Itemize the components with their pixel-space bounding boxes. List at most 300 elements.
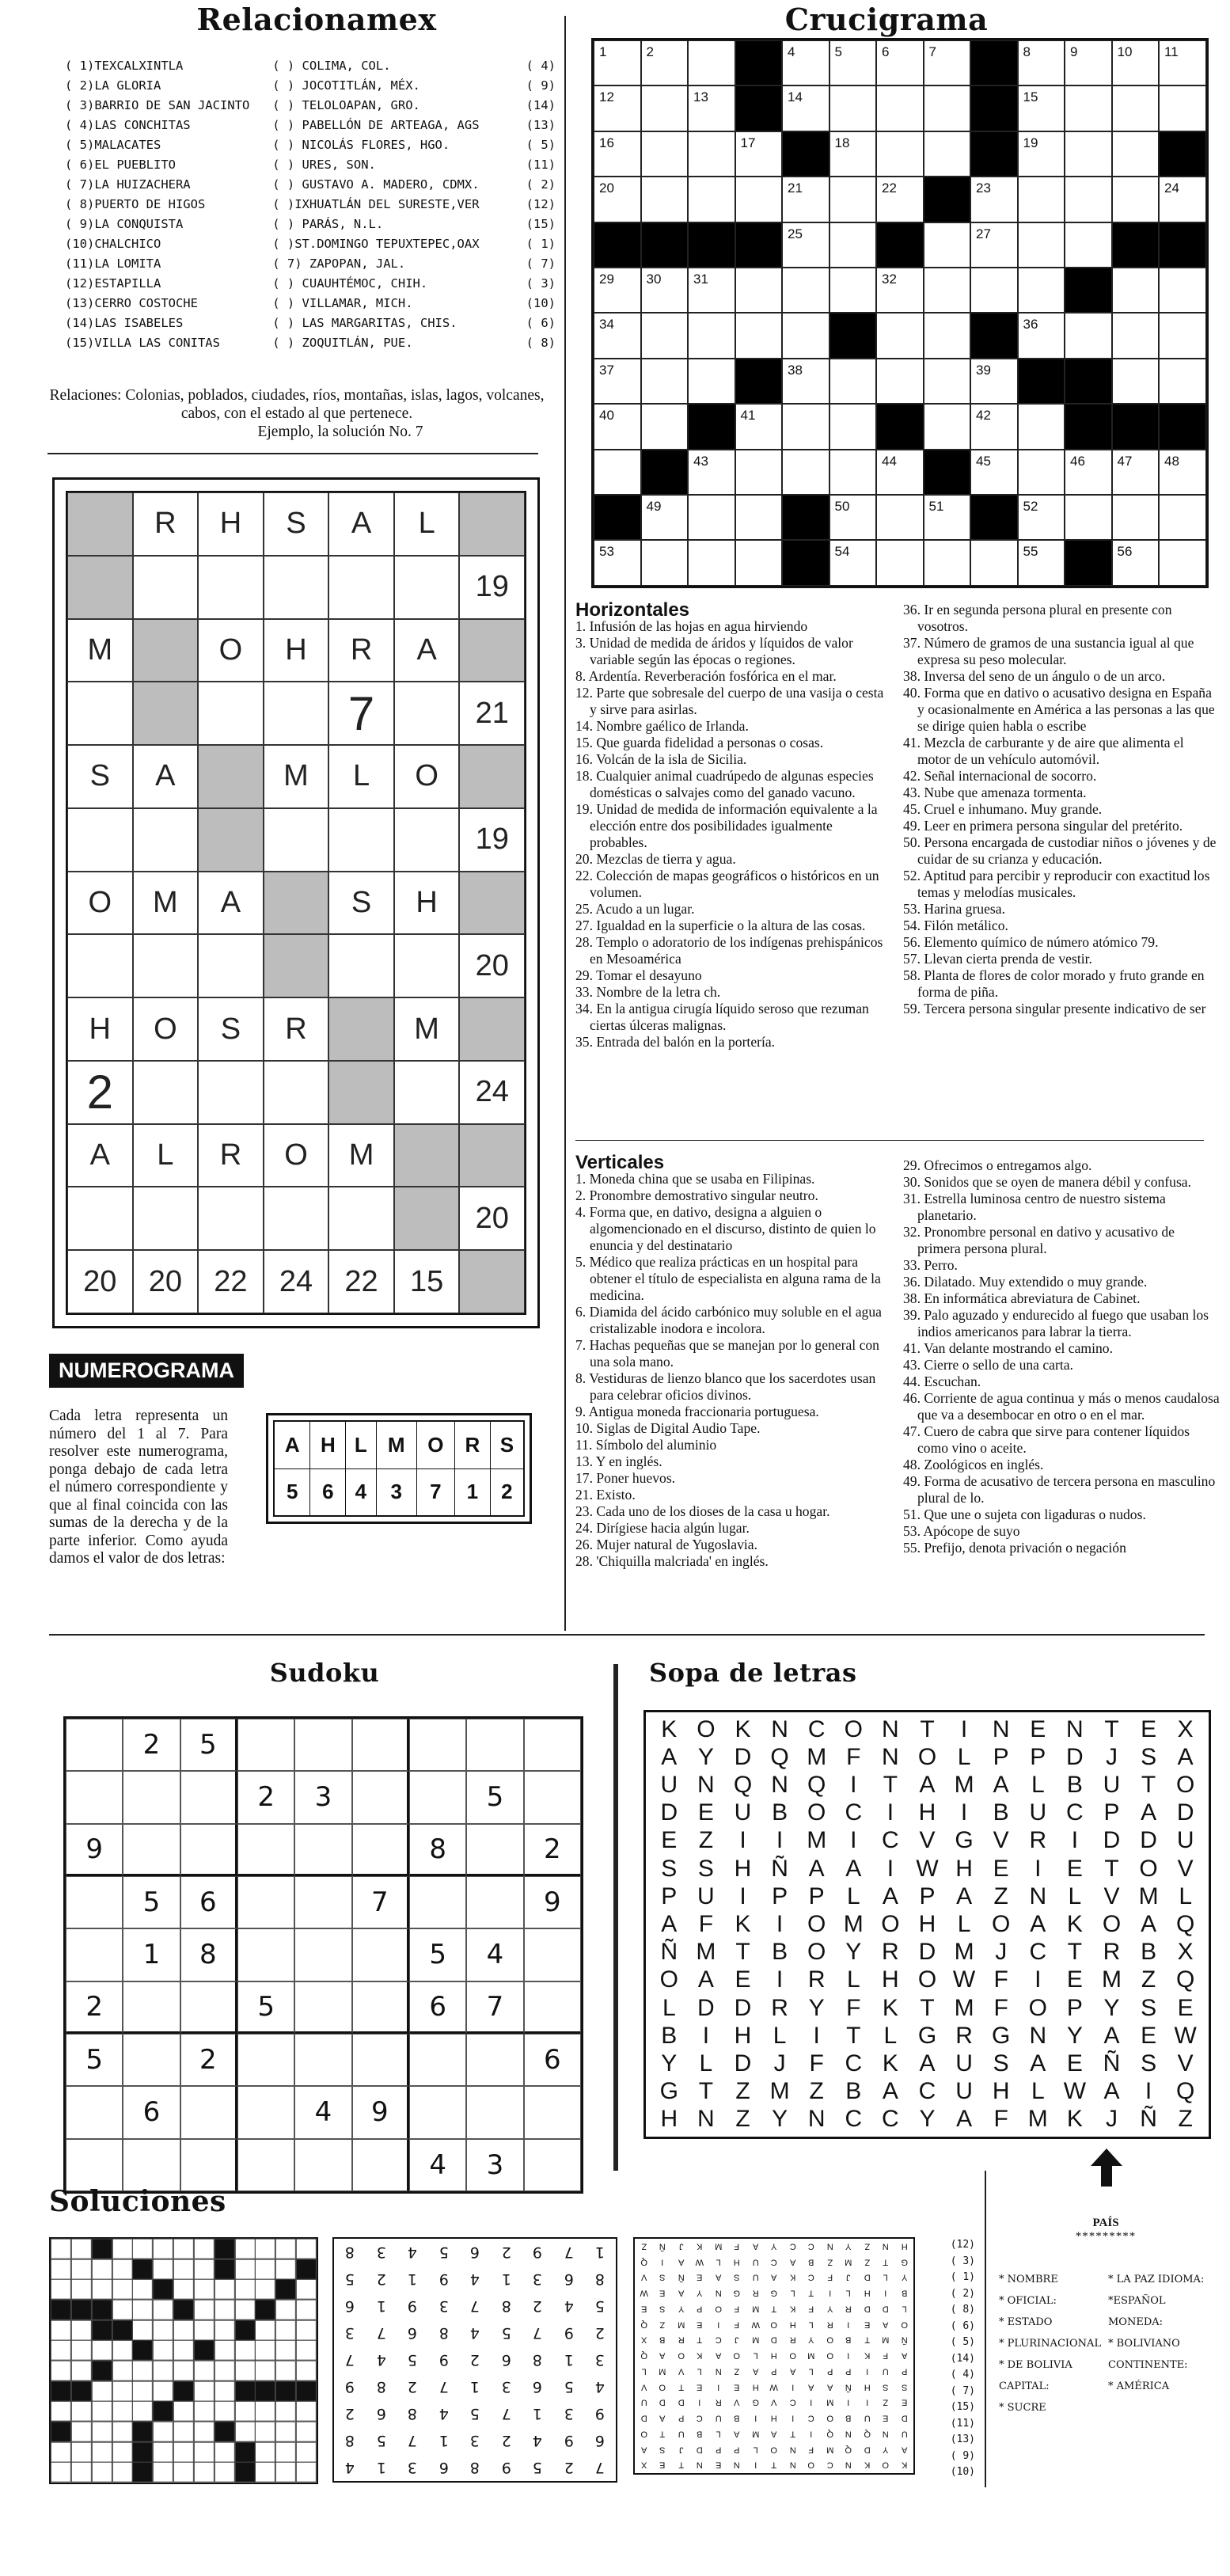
solution-crossword-cell — [173, 2442, 194, 2463]
clue: 29. Tomar el desayuno — [575, 967, 702, 983]
crossword-cell — [1112, 450, 1160, 495]
solution-sudoku-cell: 4 — [344, 2459, 355, 2476]
key-value: 2 — [490, 1468, 524, 1516]
solution-word-search-letter: E — [883, 2413, 889, 2423]
crossword-cell — [876, 222, 924, 268]
solution-word-search-letter: S — [734, 2273, 740, 2283]
solution-sudoku-cell: 1 — [533, 2405, 543, 2422]
sudoku-cell: 5 — [180, 1719, 237, 1771]
solution-crossword-cell — [214, 2422, 235, 2442]
solution-crossword-cell — [132, 2462, 153, 2483]
crossword-cell — [594, 177, 641, 222]
numerograma-cell: S — [198, 997, 264, 1061]
crossword-cell — [876, 40, 924, 85]
cell-number: 39 — [976, 362, 991, 378]
cell-number: 32 — [882, 271, 897, 287]
clue: 5. Médico que realiza prácticas en un hospital para obtener el título de especialista en alguna rama de la medicina. — [575, 1254, 881, 1303]
word-search-letter: J — [995, 1939, 1008, 1966]
crossword-cell — [1018, 177, 1065, 222]
verticales-col-1 — [575, 1154, 892, 1570]
solution-sudoku-cell: 5 — [501, 2324, 511, 2342]
word-search-letter: D — [1176, 1799, 1194, 1826]
solution-word-search-letter: F — [734, 2304, 740, 2314]
solution-word-search-letter: Q — [640, 2320, 648, 2330]
solution-word-search-letter: C — [789, 2398, 796, 2408]
cell-number: 9 — [1070, 44, 1078, 59]
numerograma-cell — [67, 808, 133, 872]
numerograma-cell: 22 — [328, 1250, 394, 1313]
word-search-letter: C — [1066, 1799, 1084, 1826]
solution-sudoku-cell: 9 — [533, 2244, 543, 2261]
word-search-letter: T — [920, 1715, 935, 1742]
sudoku-cell — [66, 1719, 123, 1771]
crossword-cell — [688, 268, 735, 313]
crossword-cell — [688, 540, 735, 585]
solution-crossword-cell — [255, 2462, 275, 2483]
cell-number: 55 — [1023, 544, 1038, 560]
solution-word-search-letter: X — [641, 2335, 647, 2346]
solution-word-search-letter: T — [678, 2460, 685, 2471]
crossword-cell — [735, 268, 783, 313]
solution-crossword-cell — [51, 2340, 71, 2361]
solution-crossword-cell — [255, 2422, 275, 2442]
crossword-cell — [1112, 85, 1160, 131]
solution-word-search-letter: W — [640, 2289, 648, 2299]
solution-crossword-cell — [255, 2401, 275, 2422]
crossword-cell — [1065, 540, 1112, 585]
crossword-cell — [924, 495, 971, 540]
sudoku-cell: 5 — [237, 1981, 294, 2034]
solution-crossword-cell — [194, 2239, 214, 2259]
solution-crossword-cell — [296, 2259, 317, 2280]
word-search-letter: R — [1029, 1827, 1047, 1854]
sudoku-cell — [352, 2139, 409, 2191]
crossword-cell — [970, 404, 1018, 449]
solution-sudoku-cell: 1 — [376, 2297, 386, 2315]
numerograma-cell: 2 — [67, 1061, 133, 1124]
solution-word-search-letter: O — [640, 2429, 648, 2439]
crossword-cell — [970, 359, 1018, 404]
numerograma-cell — [198, 745, 264, 808]
word-search-letter: I — [1034, 1966, 1042, 1993]
cell-number: 36 — [1023, 317, 1038, 332]
numerograma-cell — [394, 1061, 460, 1124]
word-search-letter: O — [807, 1799, 826, 1826]
pais-right-line: * LA PAZ IDIOMA: — [1108, 2274, 1205, 2285]
solution-crossword-cell — [71, 2401, 92, 2422]
cell-number: 4 — [788, 44, 795, 59]
solution-crossword-cell — [112, 2300, 133, 2320]
word-search-letter: D — [918, 1939, 936, 1966]
crossword-cell — [1018, 404, 1065, 449]
word-search-letter: G — [992, 2022, 1011, 2049]
relacion-number: (10) — [526, 295, 556, 310]
solution-word-search-letter: I — [810, 2398, 813, 2408]
sudoku-cell — [237, 1876, 294, 1928]
horizontales-col-1 — [575, 599, 892, 1051]
solution-word-search-letter: U — [715, 2413, 722, 2423]
numerograma-cell: O — [133, 997, 199, 1061]
clue: 20. Mezclas de tierra y agua. — [575, 851, 736, 867]
solution-sudoku-cell: 3 — [407, 2459, 417, 2476]
solution-word-search-letter: Ñ — [659, 2241, 666, 2251]
crossword-cell — [924, 222, 971, 268]
solution-word-search-letter: C — [789, 2241, 796, 2251]
solution-word-search-letter: T — [771, 2304, 777, 2314]
solution-sudoku-cell: 1 — [469, 2378, 480, 2396]
sudoku-cell: 6 — [123, 2086, 180, 2138]
solution-word-search-letter: F — [808, 2304, 814, 2314]
word-search-letter: A — [1141, 1799, 1157, 1826]
solution-crossword-cell — [275, 2340, 296, 2361]
crossword-cell — [1112, 177, 1160, 222]
crossword-cell — [1112, 359, 1160, 404]
solution-crossword-cell — [255, 2442, 275, 2463]
solution-crossword-cell — [275, 2381, 296, 2402]
solution-crossword-cell — [51, 2259, 71, 2280]
solution-sudoku-cell: 7 — [501, 2405, 511, 2422]
word-search-letter: U — [734, 1799, 752, 1826]
numerograma-cell — [394, 682, 460, 745]
crossword-cell — [829, 495, 877, 540]
solution-crossword-cell — [173, 2340, 194, 2361]
solution-sudoku-cell: 2 — [376, 2270, 386, 2288]
word-search-letter: P — [1103, 1799, 1120, 1826]
sudoku-cell — [352, 2034, 409, 2086]
numerograma-cell — [133, 556, 199, 619]
numerograma-cell — [264, 808, 329, 872]
numerograma-cell — [459, 872, 525, 935]
solution-word-search-letter: A — [752, 2366, 759, 2377]
solution-word-search-letter: K — [789, 2304, 796, 2314]
solution-crossword-cell — [296, 2422, 317, 2442]
solution-sudoku-cell: 2 — [407, 2378, 417, 2396]
numerograma-cell: O — [394, 745, 460, 808]
verticales-col-2 — [903, 1157, 1220, 1556]
solution-word-search-letter: Ñ — [678, 2273, 685, 2283]
solution-crossword-cell — [132, 2259, 153, 2280]
relacion-row — [65, 154, 556, 174]
crossword-cell — [782, 540, 829, 585]
solution-word-search-letter: V — [678, 2366, 685, 2377]
crossword-cell — [1159, 131, 1206, 177]
clue: 45. Cruel e inhumano. Muy grande. — [903, 801, 1103, 817]
solution-crossword-cell — [296, 2239, 317, 2259]
solution-word-search-letter: O — [659, 2382, 666, 2392]
solution-crossword-cell — [51, 2361, 71, 2381]
numerograma-cell — [459, 1124, 525, 1187]
word-search-letter: H — [734, 2022, 752, 2049]
solution-word-search-letter: B — [845, 2335, 852, 2346]
crossword-cell — [1159, 450, 1206, 495]
key-letter: A — [274, 1421, 310, 1468]
sudoku-cell — [180, 2086, 237, 2138]
crossword-cell — [829, 540, 877, 585]
crossword-cell — [829, 40, 877, 85]
word-search-letter: S — [1141, 2050, 1157, 2076]
solution-crossword-cell — [112, 2340, 133, 2361]
solution-crossword-cell — [214, 2442, 235, 2463]
clue: 22. Colección de mapas geográficos o históricos en un volumen. — [575, 868, 879, 900]
sudoku-cell: 1 — [123, 1928, 180, 1981]
solution-crossword-cell — [71, 2300, 92, 2320]
clue: 55. Prefijo, denota privación o negación — [903, 1540, 1126, 1556]
crossword-cell — [970, 268, 1018, 313]
numerograma-cell — [264, 1187, 329, 1250]
solution-word-search-letter: Z — [864, 2241, 870, 2251]
solution-sudoku-cell: 7 — [595, 2459, 606, 2476]
divider — [49, 1634, 1205, 1636]
pais-left-line: * DE BOLIVIA — [999, 2359, 1072, 2371]
word-search-letter: M — [807, 1743, 827, 1770]
numerograma-cell: M — [328, 1124, 394, 1187]
solution-word-search-letter: U — [752, 2273, 759, 2283]
crossword-cell — [1018, 359, 1065, 404]
solution-word-search-letter: V — [771, 2398, 777, 2408]
solution-word-search-letter: M — [751, 2429, 760, 2439]
solution-word-search-letter: C — [826, 2460, 833, 2471]
solution-crossword-cell — [92, 2361, 112, 2381]
sudoku-cell — [352, 1928, 409, 1981]
solution-word-search-letter: B — [659, 2335, 666, 2346]
numerograma-cell — [459, 997, 525, 1061]
solution-word-search-letter: T — [808, 2289, 814, 2299]
solution-word-search-letter: Q — [845, 2445, 852, 2455]
numerograma-cell — [133, 1187, 199, 1250]
solution-sudoku-cell: 7 — [407, 2432, 417, 2449]
solution-word-search-letter: H — [771, 2413, 777, 2423]
cell-number: 29 — [599, 271, 614, 287]
numerograma-cell: L — [394, 492, 460, 556]
key-value: 4 — [346, 1468, 376, 1516]
clue: 50. Persona encargada de custodiar niños o jóvenes y de cuidar de su crianza y educación. — [903, 834, 1217, 867]
relacion-place: ( 9)LA CONQUISTA — [65, 216, 184, 231]
crossword-cell — [876, 450, 924, 495]
numerograma-cell — [264, 934, 329, 997]
solution-crossword-cell — [194, 2340, 214, 2361]
word-search-letter: R — [771, 1994, 788, 2021]
clue: 2. Pronombre demostrativo singular neutro. — [575, 1187, 818, 1203]
solution-word-search-letter: U — [864, 2413, 871, 2423]
relacion-state: ( ) LAS MARGARITAS, CHIS. — [272, 315, 457, 330]
solution-word-search-letter: A — [678, 2257, 685, 2267]
word-search-letter: B — [772, 1939, 788, 1966]
solution-word-search-letter: K — [697, 2351, 703, 2361]
solution-word-search-letter: T — [883, 2257, 889, 2267]
solution-word-search — [633, 2237, 915, 2475]
word-search-letter: Y — [808, 1994, 825, 2021]
crossword-cell — [735, 495, 783, 540]
sudoku-cell: 5 — [66, 2034, 123, 2086]
word-search-letter: I — [850, 1771, 857, 1798]
crossword-cell — [782, 313, 829, 358]
clue: 23. Cada uno de los dioses de la casa u hogar. — [575, 1503, 830, 1519]
solution-word-search-letter: A — [901, 2445, 907, 2455]
solution-crossword-cell — [275, 2361, 296, 2381]
sudoku-cell: 5 — [466, 1771, 523, 1823]
solution-word-search-letter: Y — [697, 2289, 703, 2299]
word-search-letter: F — [846, 1994, 861, 2021]
sudoku-cell — [180, 1771, 237, 1823]
relacionamex-note-text: Relaciones: Colonias, poblados, ciudades, ríos, montañas, islas, lagos, volcanes, cabos, con el estado al que pertenece. — [49, 387, 545, 422]
solution-word-search-letter: I — [791, 2382, 794, 2392]
numerograma-cell: 20 — [67, 1250, 133, 1313]
solution-crossword-cell — [214, 2462, 235, 2483]
word-search-letter: N — [771, 1715, 788, 1742]
word-search-letter: S — [1141, 1994, 1157, 2021]
cell-number: 23 — [976, 180, 991, 196]
clue: 7. Hachas pequeñas que se manejan por lo general con una sola mano. — [575, 1337, 879, 1370]
divider — [47, 453, 538, 454]
numerograma-cell: 24 — [264, 1250, 329, 1313]
solution-crossword-cell — [194, 2401, 214, 2422]
relacion-state: ( ) CUAUHTÉMOC, CHIH. — [272, 275, 428, 291]
relacion-place: (12)ESTAPILLA — [65, 275, 161, 291]
key-letter: R — [454, 1421, 490, 1468]
clue: 37. Número de gramos de una sustancia igual al que expresa su peso molecular. — [903, 635, 1194, 667]
solution-sudoku-cell: 9 — [564, 2324, 574, 2342]
solution-word-search-letter: D — [659, 2398, 666, 2408]
solution-word-search-letter: E — [715, 2460, 722, 2471]
numerograma-cell — [67, 492, 133, 556]
relacion-number: (14) — [526, 97, 556, 112]
numerograma-cell: S — [264, 492, 329, 556]
numerograma-cell: M — [394, 997, 460, 1061]
solution-crossword-cell — [112, 2442, 133, 2463]
pais-left-line: * PLURINACIONAL — [999, 2338, 1102, 2350]
word-search-letter: I — [739, 1883, 746, 1909]
word-search-letter: P — [1030, 1743, 1046, 1770]
solution-crossword-cell — [153, 2401, 173, 2422]
clue: 3. Unidad de medida de áridos y líquidos de valor variable según las épocas o regiones. — [575, 635, 853, 667]
solution-sudoku-cell: 1 — [595, 2244, 606, 2261]
numerograma-cell — [264, 682, 329, 745]
cell-number: 47 — [1117, 453, 1133, 469]
clue: 28. Templo o adoratorio de los indígenas prehispánicos en Mesoamérica — [575, 934, 883, 967]
cell-number: 8 — [1023, 44, 1031, 59]
word-search-letter: B — [845, 2078, 862, 2105]
word-search-letter: Q — [807, 1771, 826, 1798]
word-search-letter: E — [993, 1855, 1009, 1882]
solution-word-search-letter: D — [864, 2445, 871, 2455]
solution-crossword-cell — [194, 2381, 214, 2402]
solution-crossword-cell — [153, 2361, 173, 2381]
crossword-cell — [1112, 495, 1160, 540]
solution-word-search-letter: I — [717, 2382, 720, 2392]
solution-crossword-cell — [153, 2259, 173, 2280]
solution-word-search-letter: H — [864, 2289, 871, 2299]
solution-word-search-letter: H — [789, 2320, 796, 2330]
word-search-letter: E — [1141, 2022, 1157, 2049]
solution-word-search-letter: T — [659, 2429, 666, 2439]
solution-crossword-cell — [194, 2361, 214, 2381]
sudoku-cell — [294, 2034, 351, 2086]
solution-sudoku-cell: 7 — [438, 2378, 449, 2396]
sudoku-cell — [294, 1824, 351, 1876]
word-search-letter: L — [883, 2022, 898, 2049]
solution-crossword-cell — [112, 2239, 133, 2259]
solution-crossword-cell — [92, 2422, 112, 2442]
word-search-letter: P — [919, 1883, 936, 1909]
solution-crossword-cell — [194, 2442, 214, 2463]
numerograma-cell: O — [67, 872, 133, 935]
word-search-letter: A — [661, 1910, 678, 1937]
solution-word-search-letter: M — [659, 2366, 666, 2377]
solution-crossword-cell — [153, 2422, 173, 2442]
cell-number: 38 — [788, 362, 803, 378]
clue: 42. Señal internacional de socorro. — [903, 768, 1097, 784]
relacion-number: (13) — [526, 117, 556, 132]
word-search-letter: N — [697, 2106, 715, 2133]
relacion-row — [65, 115, 556, 135]
word-search-letter: K — [1066, 2106, 1083, 2133]
cell-number: 44 — [882, 453, 897, 469]
crossword-cell — [1112, 313, 1160, 358]
word-search-letter: Y — [1103, 1994, 1120, 2021]
word-search-letter: D — [734, 1994, 752, 2021]
crossword-cell — [1065, 85, 1112, 131]
solution-word-search-letter: S — [659, 2273, 666, 2283]
crossword-cell — [829, 450, 877, 495]
solution-crossword-cell — [92, 2239, 112, 2259]
crossword-cell — [594, 540, 641, 585]
crossword-cell — [782, 495, 829, 540]
solution-sudoku-cell: 5 — [376, 2432, 386, 2449]
solution-sudoku-cell: 6 — [564, 2270, 574, 2288]
sudoku-cell — [66, 1771, 123, 1823]
solution-crossword-cell — [173, 2462, 194, 2483]
solution-sudoku-cell: 4 — [469, 2324, 480, 2342]
crossword-cell — [641, 131, 689, 177]
pais-box — [999, 2217, 1213, 2454]
solution-sudoku-cell: 1 — [376, 2459, 386, 2476]
word-search-letter: N — [882, 1743, 899, 1770]
word-search-letter: Q — [770, 1743, 789, 1770]
cell-number: 53 — [599, 544, 614, 560]
solution-crossword-cell — [214, 2361, 235, 2381]
numerograma-cell: H — [264, 619, 329, 682]
solution-crossword-cell — [275, 2442, 296, 2463]
crossword-cell — [970, 495, 1018, 540]
solution-sudoku-cell: 3 — [344, 2324, 355, 2342]
numerograma-cell: H — [198, 492, 264, 556]
key-value: 1 — [454, 1468, 490, 1516]
solution-word-search-letter: O — [826, 2335, 833, 2346]
clue: 49. Leer en primera persona singular del pretérito. — [903, 818, 1183, 834]
crossword-cell — [1065, 450, 1112, 495]
sudoku-cell — [352, 1771, 409, 1823]
clue: 27. Igualdad en la superficie o la altura de las cosas. — [575, 918, 866, 933]
crossword-cell — [735, 177, 783, 222]
solution-word-search-letter: J — [846, 2273, 851, 2283]
word-search-letter: P — [1066, 1994, 1083, 2021]
crossword-cell — [829, 404, 877, 449]
word-search-letter: O — [917, 1966, 937, 1993]
crossword-cell — [1018, 222, 1065, 268]
solution-crossword-cell — [132, 2300, 153, 2320]
solution-word-search-letter: A — [883, 2320, 889, 2330]
sudoku-cell: 7 — [352, 1876, 409, 1928]
crossword-cell — [594, 268, 641, 313]
word-search-letter: T — [846, 2022, 861, 2049]
pais-left-line: CAPITAL: — [999, 2380, 1050, 2392]
numerograma-badge — [49, 1354, 244, 1388]
relacionamex-list — [65, 55, 556, 352]
pais-right-line: * BOLIVIANO — [1108, 2338, 1180, 2350]
solution-sudoku-cell: 8 — [469, 2459, 480, 2476]
word-search-letter: E — [1066, 2050, 1083, 2076]
solution-word-search-letter: I — [754, 2460, 757, 2471]
